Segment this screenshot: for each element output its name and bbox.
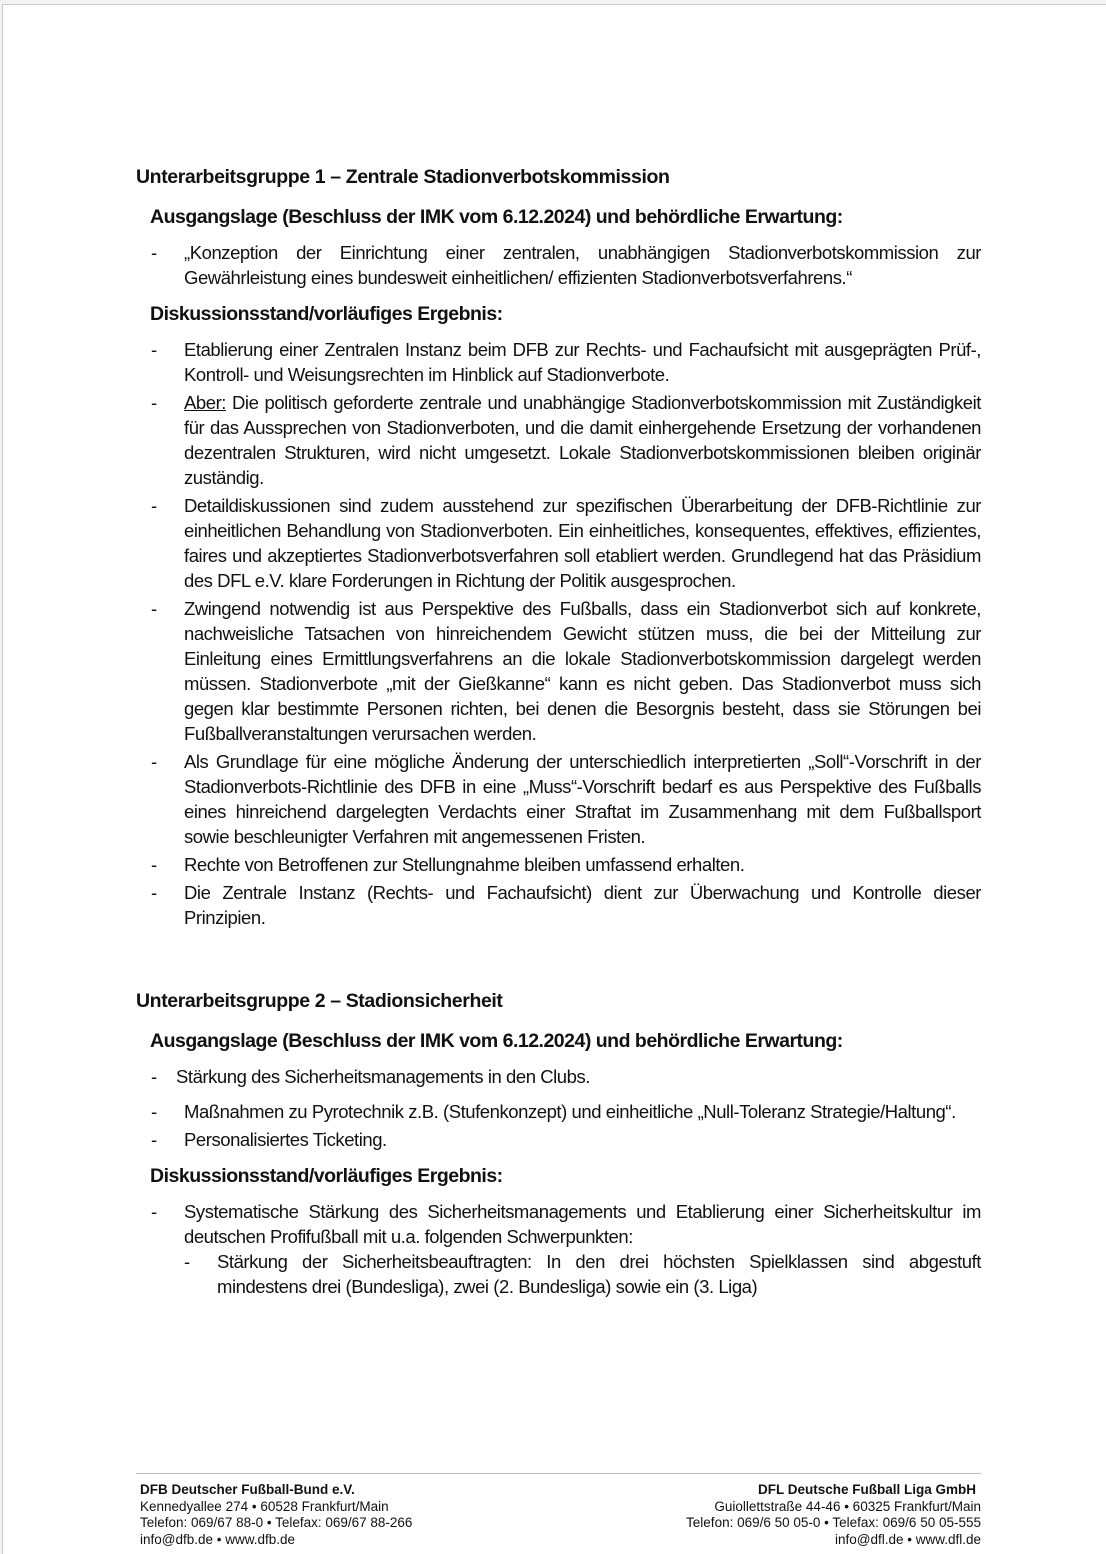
ausgangslage-heading: Ausgangslage (Beschluss der IMK vom 6.12.2024) und behördliche Erwartung: <box>150 1030 843 1052</box>
dash-bullet: - <box>151 882 157 903</box>
ausgangslage-list <box>136 240 981 290</box>
dash-bullet: - <box>151 1101 157 1122</box>
footer-dfl <box>686 1482 981 1548</box>
list-item <box>136 390 981 490</box>
item-emphasis: Aber: <box>184 392 226 413</box>
item-text: Als Grundlage für eine mögliche Änderung der unterschiedlich interpretierten „Soll“-Vorschrift in der Stadionverbots-Richtlinie des DFB in eine „Muss“-Vorschrift bedarf es aus Perspektive des Fußballs eines hinreichend dargelegten Verdachts einer Straftat im Zusammenhang mit dem Fußballsport sowie beschleunigter Verfahren mit angemessenen Fristen. <box>184 751 981 847</box>
ausgangslage-list <box>136 1064 981 1152</box>
list-item <box>136 1064 981 1089</box>
document-page <box>2 4 1106 1554</box>
group-title: Unterarbeitsgruppe 2 – Stadionsicherheit <box>136 990 503 1012</box>
nested-list <box>184 1249 981 1299</box>
dash-bullet: - <box>151 1201 157 1222</box>
footer-org-name: DFL Deutsche Fußball Liga GmbH <box>757 1482 976 1497</box>
list-item <box>136 852 981 877</box>
footer-address: Kennedyallee 274 • 60528 Frankfurt/Main <box>140 1498 389 1514</box>
dash-bullet: - <box>151 339 157 360</box>
list-item <box>136 240 981 290</box>
ausgangslage-heading: Ausgangslage (Beschluss der IMK vom 6.12.2024) und behördliche Erwartung: <box>150 206 843 228</box>
dash-bullet: - <box>151 392 157 413</box>
item-text: „Konzeption der Einrichtung einer zentralen, unabhängigen Stadionverbotskommission zur Gewährleistung eines bundesweit einheitlichen/ effizienten Stadionverbotsverfahrens.“ <box>184 242 981 288</box>
list-item <box>136 493 981 593</box>
item-text: Stärkung des Sicherheitsmanagements in den Clubs. <box>176 1066 590 1087</box>
list-item <box>136 1127 981 1152</box>
nested-list-item <box>184 1249 981 1299</box>
item-text: Die Zentrale Instanz (Rechts- und Fachaufsicht) dient zur Überwachung und Kontrolle dieser Prinzipien. <box>184 882 981 928</box>
list-item <box>136 1099 981 1124</box>
item-text: Maßnahmen zu Pyrotechnik z.B. (Stufenkonzept) und einheitliche „Null-Toleranz Strategie/Haltung“. <box>184 1101 956 1122</box>
item-text: Systematische Stärkung des Sicherheitsmanagements und Etablierung einer Sicherheitskultur im deutschen Profifußball mit u.a. folgenden Schwerpunkten: <box>184 1201 981 1247</box>
dash-bullet: - <box>151 751 157 772</box>
footer-address: Guiollettstraße 44-46 • 60325 Frankfurt/Main <box>714 1498 981 1514</box>
footer-phone: Telefon: 069/67 88-0 • Telefax: 069/67 88-266 <box>140 1515 413 1530</box>
list-item <box>136 1199 981 1299</box>
group-1 <box>136 164 981 930</box>
footer-web: info@dfb.de • www.dfb.de <box>140 1531 296 1547</box>
dash-bullet: - <box>151 854 157 875</box>
list-item <box>136 749 981 849</box>
diskussion-heading: Diskussionsstand/vorläufiges Ergebnis: <box>150 1165 503 1187</box>
list-item <box>136 596 981 746</box>
footer-org-name: DFB Deutscher Fußball-Bund e.V. <box>140 1482 355 1497</box>
list-item <box>136 880 981 930</box>
item-text: Personalisiertes Ticketing. <box>184 1129 387 1150</box>
dash-bullet: - <box>151 1129 157 1150</box>
footer-web: info@dfl.de • www.dfl.de <box>834 1531 981 1547</box>
item-text: Rechte von Betroffenen zur Stellungnahme bleiben umfassend erhalten. <box>184 854 745 875</box>
diskussion-list <box>136 1199 981 1299</box>
footer-divider <box>136 1473 981 1474</box>
diskussion-heading: Diskussionsstand/vorläufiges Ergebnis: <box>150 303 503 325</box>
item-text: Etablierung einer Zentralen Instanz beim DFB zur Rechts- und Fachaufsicht mit ausgeprägten Prüf-, Kontroll- und Weisungsrechten im Hinblick auf Stadionverbote. <box>184 339 981 385</box>
group-title: Unterarbeitsgruppe 1 – Zentrale Stadionverbotskommission <box>136 166 670 188</box>
dash-bullet: - <box>151 495 157 516</box>
item-text: Zwingend notwendig ist aus Perspektive des Fußballs, dass ein Stadionverbot sich auf konkrete, nachweisliche Tatsachen von hinreichendem Gewicht stützen muss, die bei der Mitteilung zur Einleitung eines Ermittlungsverfahrens an die lokale Stadionverbotskommission dargelegt werden müssen. Stadionverbote „mit der Gießkanne“ kann es nicht geben. Das Stadionverbot muss sich gegen klar bestimmte Personen richten, bei denen die Besorgnis besteht, dass sie Störungen bei Fußballveranstaltungen verursachen werden. <box>184 598 981 744</box>
page-content <box>136 164 981 1302</box>
item-text: Stärkung der Sicherheitsbeauftragten: In den drei höchsten Spielklassen sind abgestuft mindestens drei (Bundesliga), zwei (2. Bundesliga) sowie ein (3. Liga) <box>217 1251 981 1297</box>
item-text: Die politisch geforderte zentrale und unabhängige Stadionverbotskommission mit Zuständigkeit für das Aussprechen von Stadionverboten, und die damit einhergehende Ersetzung der vorhandenen dezentralen Strukturen, wird nicht umgesetzt. Lokale Stadionverbotskommissionen bleiben originär zuständig. <box>184 392 981 488</box>
diskussion-list <box>136 337 981 930</box>
footer-phone: Telefon: 069/6 50 05-0 • Telefax: 069/6 50 05-555 <box>686 1515 981 1530</box>
dash-bullet: - <box>184 1251 190 1272</box>
dash-bullet: - <box>151 1066 157 1087</box>
group-2 <box>136 988 981 1299</box>
item-text: Detaildiskussionen sind zudem ausstehend zur spezifischen Überarbeitung der DFB-Richtlinie zur einheitlichen Behandlung von Stadionverboten. Ein einheitliches, konsequentes, effektives, effizientes, faires und akzeptiertes Stadionverbotsverfahren soll etabliert werden. Grundlegend hat das Präsidium des DFL e.V. klare Forderungen in Richtung der Politik ausgesprochen. <box>184 495 981 591</box>
footer-dfb <box>140 1482 412 1548</box>
dash-bullet: - <box>151 242 157 263</box>
list-item <box>136 337 981 387</box>
dash-bullet: - <box>151 598 157 619</box>
